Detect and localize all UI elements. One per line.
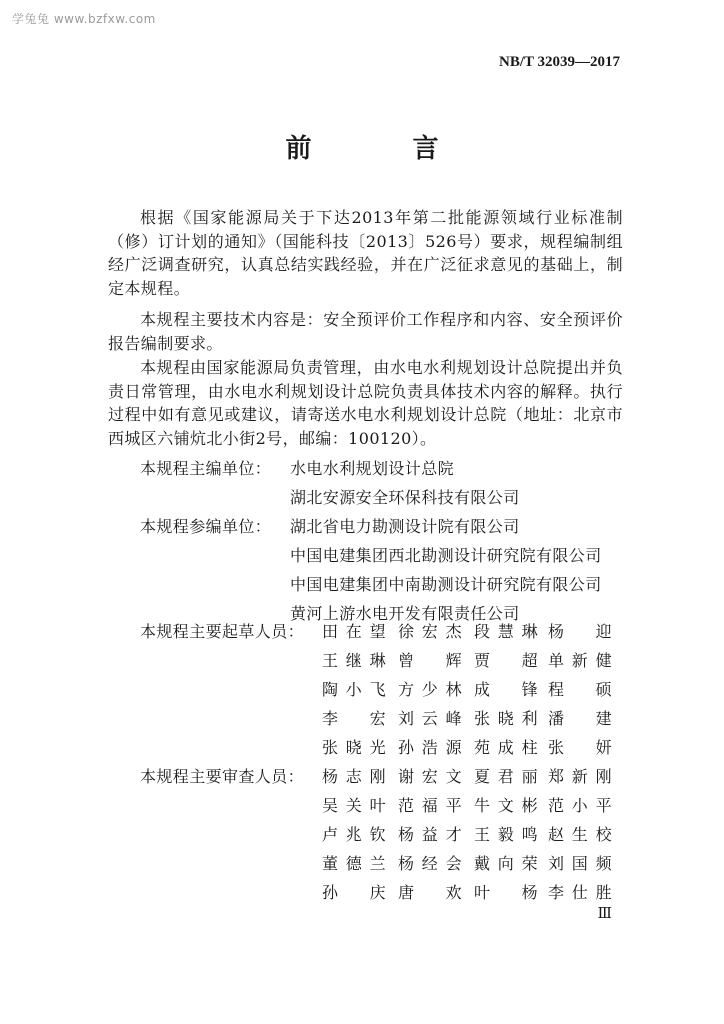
standard-number: NB/T 32039—2017 [499,54,620,70]
drafter-name: 张妍 [548,738,612,757]
drafter-name: 杨迎 [548,622,612,641]
participating-unit: 中国电建集团中南勘测设计研究院有限公司 [290,575,602,594]
paragraph-basis: 根据《国家能源局关于下达2013年第二批能源领域行业标准制（修）订计划的通知》（国能科技〔2013〕526号）要求，规程编制组经广泛调查研究，认真总结实践经验，并在广泛征求意见的基础上，制定本规程。 [108,208,623,298]
page-number: Ⅲ [597,906,612,922]
reviewer-name: 王毅鸣 [474,825,538,844]
reviewer-name: 范福平 [398,796,462,815]
reviewer-name: 范小平 [548,796,612,815]
reviewer-name: 赵生校 [548,825,612,844]
drafter-name: 成锋 [474,680,538,699]
chief-units-label: 本规程主编单位： [140,459,272,478]
page-title: 前 言 [285,134,485,164]
reviewer-name: 谢宏文 [398,767,462,786]
reviewer-name: 叶杨 [474,883,538,902]
drafter-name: 苑成柱 [474,738,538,757]
drafter-name: 张晓光 [322,738,386,757]
paragraph-contents: 本规程主要技术内容是：安全预评价工作程序和内容、安全预评价报告编制要求。 [108,310,623,353]
drafter-name: 单新健 [548,651,612,670]
paragraph-management: 本规程由国家能源局负责管理，由水电水利规划设计总院提出并负责日常管理，由水电水利规划设计总院负责具体技术内容的解释。执行过程中如有意见或建议，请寄送水电水利规划设计总院（地址：北京市西城区六铺炕北小街2号，邮编：100120）。 [108,358,623,448]
drafters-label: 本规程主要起草人员： [140,622,305,641]
watermark: 学兔兔 www.bzfxw.com [12,12,156,26]
reviewer-name: 孙庆 [322,883,386,902]
participating-unit: 湖北省电力勘测设计院有限公司 [290,517,520,536]
participating-unit: 黄河上游水电开发有限责任公司 [290,604,520,623]
participating-units-label: 本规程参编单位： [140,517,272,536]
drafter-name: 张晓利 [474,709,538,728]
drafter-name: 孙浩源 [398,738,462,757]
chief-unit: 湖北安源安全环保科技有限公司 [290,488,520,507]
participating-unit: 中国电建集团西北勘测设计研究院有限公司 [290,546,602,565]
chief-unit: 水电水利规划设计总院 [290,459,455,478]
drafter-name: 程硕 [548,680,612,699]
drafter-name: 王继琳 [322,651,386,670]
drafter-name: 徐宏杰 [398,622,462,641]
reviewer-name: 卢兆钦 [322,825,386,844]
reviewer-name: 刘国频 [548,854,612,873]
reviewer-name: 唐欢 [398,883,462,902]
drafter-name: 段慧琳 [474,622,538,641]
reviewer-name: 戴向荣 [474,854,538,873]
reviewer-name: 杨益才 [398,825,462,844]
reviewer-name: 李仕胜 [548,883,612,902]
reviewer-name: 郑新刚 [548,767,612,786]
drafter-name: 李宏 [322,709,386,728]
drafter-name: 方少林 [398,680,462,699]
reviewer-name: 吴关叶 [322,796,386,815]
drafter-name: 田在望 [322,622,386,641]
reviewer-name: 牛文彬 [474,796,538,815]
drafter-name: 陶小飞 [322,680,386,699]
drafter-name: 贾超 [474,651,538,670]
reviewer-name: 夏君丽 [474,767,538,786]
reviewer-name: 杨志刚 [322,767,386,786]
drafter-name: 曾辉 [398,651,462,670]
drafter-name: 潘建 [548,709,612,728]
reviewers-label: 本规程主要审查人员： [140,767,305,786]
drafter-name: 刘云峰 [398,709,462,728]
reviewer-name: 杨经会 [398,854,462,873]
reviewer-name: 董德兰 [322,854,386,873]
